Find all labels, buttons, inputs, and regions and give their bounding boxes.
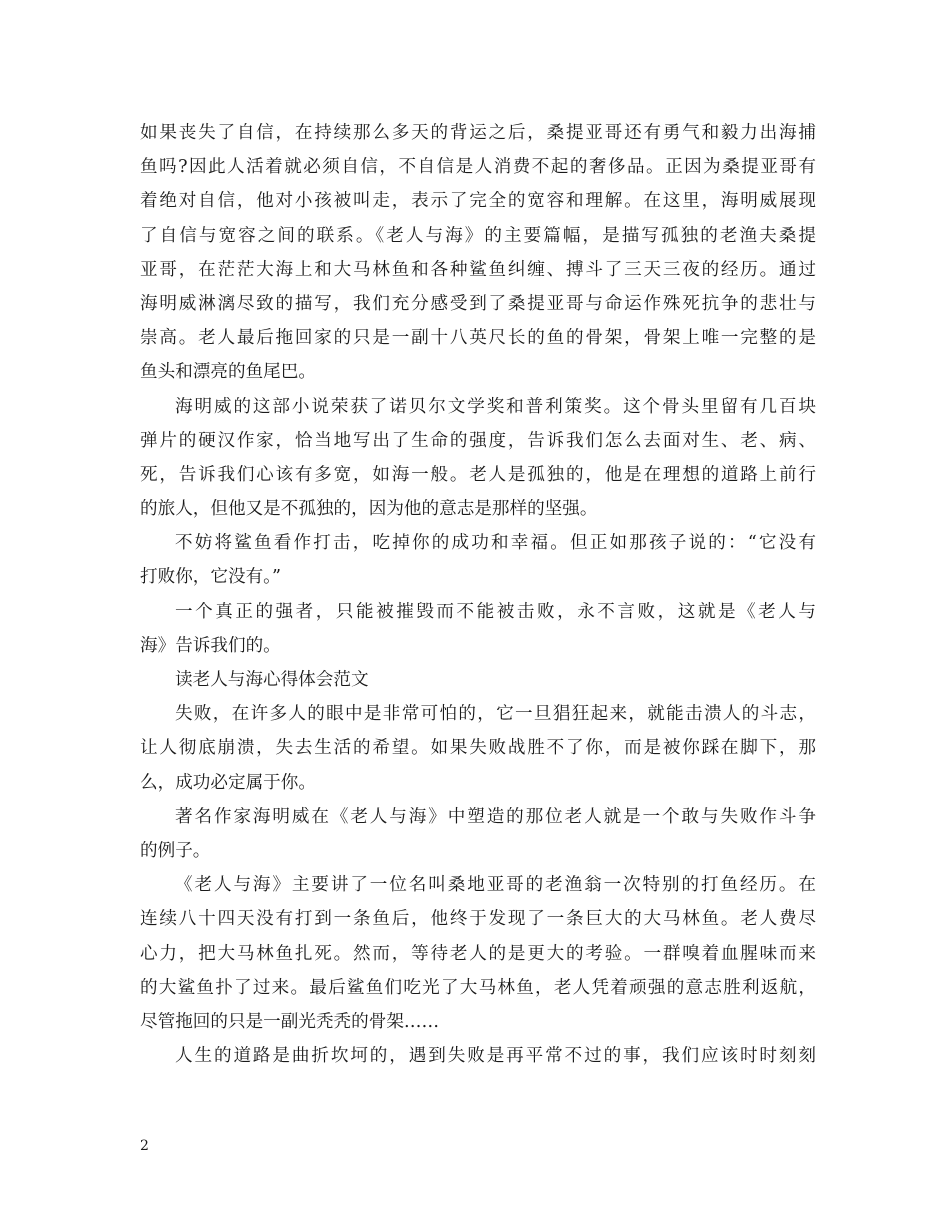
text-line: 亚哥，在茫茫大海上和大马林鱼和各种鲨鱼纠缠、搏斗了三天三夜的经历。通过 xyxy=(140,259,816,280)
document-body xyxy=(140,116,816,1073)
text-line: 了自信与宽容之间的联系。《老人与海》的主要篇幅，是描写孤独的老渔夫桑提 xyxy=(140,225,816,246)
text-line: 不妨将鲨鱼看作打击，吃掉你的成功和幸福。但正如那孩子说的：“它没有 xyxy=(175,533,816,554)
text-line: 海》告诉我们的。 xyxy=(140,635,281,656)
text-line: 海明威的这部小说荣获了诺贝尔文学奖和普利策奖。这个骨头里留有几百块 xyxy=(175,396,816,417)
text-line: 的旅人，但他又是不孤独的，因为他的意志是那样的坚强。 xyxy=(140,499,598,520)
text-line: 连续八十四天没有打到一条鱼后，他终于发现了一条巨大的大马林鱼。老人费尽 xyxy=(140,909,816,930)
text-line: 海明威淋漓尽致的描写，我们充分感受到了桑提亚哥与命运作殊死抗争的悲壮与 xyxy=(140,293,816,314)
text-line: 的例子。 xyxy=(140,840,211,861)
text-line: 死，告诉我们心该有多宽，如海一般。老人是孤独的，他是在理想的道路上前行 xyxy=(140,464,816,485)
text-line: 心力，把大马林鱼扎死。然而，等待老人的是更大的考验。一群嗅着血腥味而来 xyxy=(140,943,816,964)
text-line: 的大鲨鱼扑了过来。最后鲨鱼们吃光了大马林鱼，老人凭着顽强的意志胜利返航， xyxy=(140,977,816,998)
text-line: 打败你，它没有。” xyxy=(140,567,281,588)
page-number: 2 xyxy=(140,1138,149,1154)
text-line: 一个真正的强者，只能被摧毁而不能被击败，永不言败，这就是《老人与 xyxy=(175,601,816,622)
text-line: 鱼头和漂亮的鱼尾巴。 xyxy=(140,362,316,383)
text-line: 人生的道路是曲折坎坷的，遇到失败是再平常不过的事，我们应该时时刻刻 xyxy=(175,1046,816,1067)
text-line: 弹片的硬汉作家，恰当地写出了生命的强度，告诉我们怎么去面对生、老、病、 xyxy=(140,430,816,451)
text-line: 著名作家海明威在《老人与海》中塑造的那位老人就是一个敢与失败作斗争 xyxy=(175,806,816,827)
text-line: 尽管拖回的只是一副光秃秃的骨架…… xyxy=(140,1011,440,1032)
text-line: 让人彻底崩溃，失去生活的希望。如果失败战胜不了你，而是被你踩在脚下，那 xyxy=(140,738,816,759)
text-line: 鱼吗?因此人活着就必须自信，不自信是人消费不起的奢侈品。正因为桑提亚哥有 xyxy=(140,157,816,178)
text-line: 崇高。老人最后拖回家的只是一副十八英尺长的鱼的骨架，骨架上唯一完整的是 xyxy=(140,328,816,349)
text-line: 如果丧失了自信，在持续那么多天的背运之后，桑提亚哥还有勇气和毅力出海捕 xyxy=(140,123,816,143)
text-line: 着绝对自信，他对小孩被叫走，表示了完全的宽容和理解。在这里，海明威展现 xyxy=(140,191,816,212)
text-line: 么，成功必定属于你。 xyxy=(140,772,316,793)
text-line: 读老人与海心得体会范文 xyxy=(175,670,369,690)
text-line: 失败，在许多人的眼中是非常可怕的，它一旦猖狂起来，就能击溃人的斗志， xyxy=(175,704,816,725)
text-line: 《老人与海》主要讲了一位名叫桑地亚哥的老渔翁一次特别的打鱼经历。在 xyxy=(175,875,816,896)
